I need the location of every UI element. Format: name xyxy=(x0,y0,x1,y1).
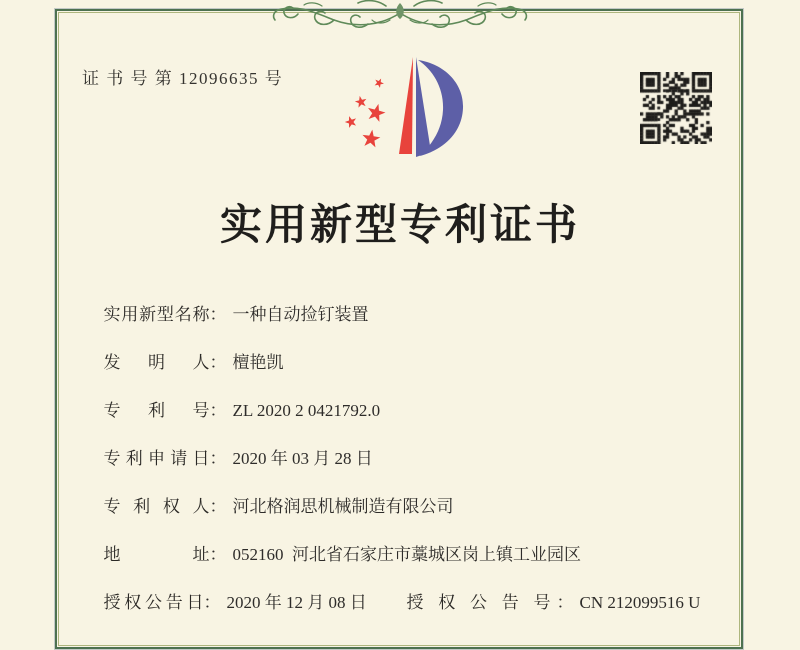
field-row-invention-name: 实用新型名称： 一种自动捡钉装置 xyxy=(103,305,369,324)
field-row-address: 地址： 052160 河北省石家庄市藁城区岗上镇工业园区 xyxy=(103,545,581,564)
field-value: ZL 2020 2 0421792.0 xyxy=(232,401,381,420)
field-row-grant-date: 授权公告日： 2020 年 12 月 08 日 xyxy=(103,593,367,612)
field-value: 052160 河北省石家庄市藁城区岗上镇工业园区 xyxy=(232,545,581,564)
logo-red-blade xyxy=(399,57,413,154)
field-label: 授权公告号 xyxy=(406,593,557,612)
field-label: 专利申请日 xyxy=(103,449,210,468)
field-label: 实用新型名称 xyxy=(103,305,210,324)
field-value: 2020 年 12 月 08 日 xyxy=(226,593,367,612)
qr-code-icon xyxy=(640,72,712,144)
field-label: 发明人 xyxy=(103,353,210,372)
field-label: 专利权人 xyxy=(103,497,210,516)
ornament-center-leaf xyxy=(396,3,404,19)
field-row-filing-date: 专利申请日： 2020 年 03 月 28 日 xyxy=(103,449,373,468)
field-value: 2020 年 03 月 28 日 xyxy=(232,449,373,468)
field-label: 地址 xyxy=(103,545,210,564)
field-row-inventor: 发明人： 檀艳凯 xyxy=(103,353,284,372)
certificate-number: 证 书 号 第 12096635 号 xyxy=(82,69,284,88)
field-value: 一种自动捡钉装置 xyxy=(232,305,369,324)
field-row-patent-number: 专利号： ZL 2020 2 0421792.0 xyxy=(103,401,381,420)
field-value: CN 212099516 U xyxy=(579,593,701,612)
field-row-grant-number: 授权公告号： CN 212099516 U xyxy=(406,593,701,612)
certificate-title: 实用新型专利证书 xyxy=(219,203,580,249)
field-label: 授权公告日 xyxy=(103,593,204,612)
field-row-patentee: 专利权人： 河北格润思机械制造有限公司 xyxy=(103,497,454,516)
field-label: 专利号 xyxy=(103,401,210,420)
logo-blue-blade xyxy=(416,57,431,157)
cnipa-logo-icon xyxy=(330,50,470,180)
field-value: 河北格润思机械制造有限公司 xyxy=(232,497,454,516)
field-value: 檀艳凯 xyxy=(232,353,284,372)
flourish-ornament-icon xyxy=(268,0,532,30)
